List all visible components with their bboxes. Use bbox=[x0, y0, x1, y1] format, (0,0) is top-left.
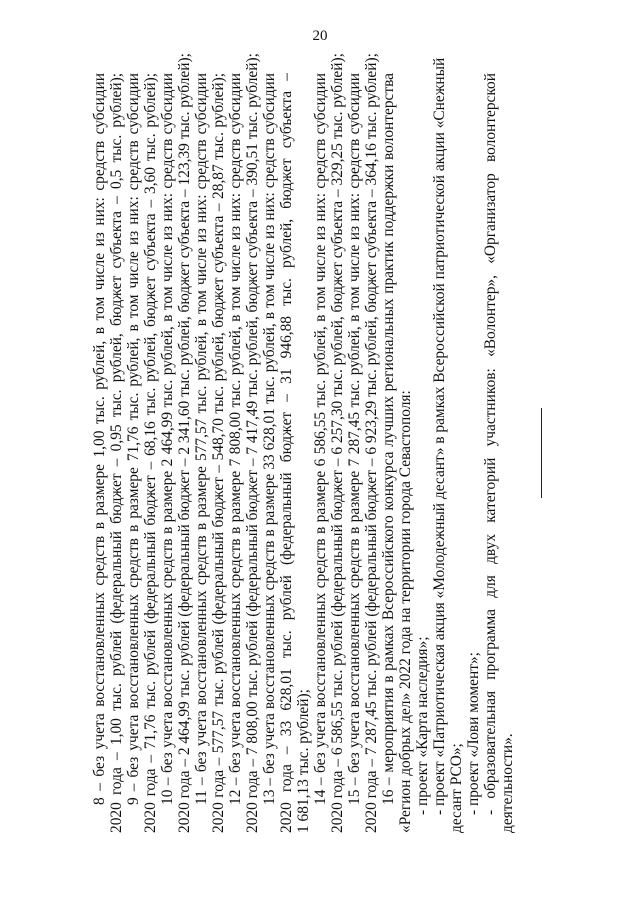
text-line: 1 681,13 тыс. рублей); bbox=[295, 689, 312, 833]
text-line: деятельности». bbox=[499, 733, 516, 833]
separator-line bbox=[541, 408, 542, 498]
text-line: - проект «Карта наследия»; bbox=[414, 636, 431, 815]
text-line: 2020 года – 2 464,99 тыс. рублей (федеральный бюджет – 2 341,60 тыс. рублей, бюджет субъекта – 123,39 тыс. рублей); bbox=[176, 53, 193, 833]
page-number: 20 bbox=[312, 28, 328, 44]
text-line: 2020 года – 71,76 тыс. рублей (федеральный бюджет – 68,16 тыс. рублей, бюджет субъекта – 3,60 тыс. рублей); bbox=[142, 73, 159, 833]
text-line: «Регион добрых дел» 2022 года на территории города Севастополя: bbox=[397, 390, 414, 833]
text-line: - образовательная программа для двух категорий участников: «Волонтер», «Организатор волонтерской bbox=[482, 73, 499, 815]
text-line: десант РСО»; bbox=[448, 743, 465, 833]
text-line: 2020 года – 7 287,45 тыс. рублей (федеральный бюджет – 6 923,29 тыс. рублей, бюджет субъекта – 364,16 тыс. рублей); bbox=[363, 53, 380, 833]
text-line: 13 – без учета восстановленных средств в размере 33 628,01 тыс. рублей, в том числе из них: средств субсидии bbox=[261, 73, 278, 805]
text-line: 2020 года – 1,00 тыс. рублей (федеральный бюджет – 0,95 тыс. рублей, бюджет субъекта – 0,5 тыс. рублей); bbox=[108, 73, 125, 833]
text-line: 16 – мероприятия в рамках Всероссийского конкурса лучших региональных практик поддержки волонтерства bbox=[380, 73, 397, 805]
text-line: 2020 года – 7 808,00 тыс. рублей (федеральный бюджет – 7 417,49 тыс. рублей, бюджет субъекта – 390,51 тыс. рублей); bbox=[244, 53, 261, 833]
text-line: 14 – без учета восстановленных средств в размере 6 586,55 тыс. рублей, в том числе из них: средств субсидии bbox=[312, 73, 329, 805]
text-line: 9 – без учета восстановленных средств в размере 71,76 тыс. рублей, в том числе из них: средств субсидии bbox=[125, 73, 142, 805]
text-line: 2020 года – 33 628,01 тыс. рублей (федеральный бюджет – 31 946,88 тыс. рублей, бюджет субъекта – bbox=[278, 73, 295, 833]
text-line: - проект «Патриотическая акция «Молодежный десант» в рамках Всероссийской патриотической акции «Снежный bbox=[431, 57, 448, 815]
text-line: 10 – без учета восстановленных средств в размере 2 464,99 тыс. рублей, в том числе из них: средств субсидии bbox=[159, 73, 176, 805]
text-line: 2020 года – 577,57 тыс. рублей (федеральный бюджет – 548,70 тыс. рублей, бюджет субъекта – 28,87 тыс. рублей); bbox=[210, 73, 227, 833]
rotated-document-body bbox=[91, 53, 551, 833]
text-line: 11 – без учета восстановленных средств в размере 577,57 тыс. рублей, в том числе из них: средств субсидии bbox=[193, 73, 210, 805]
text-line: - проект «Лови момент»; bbox=[465, 652, 482, 815]
text-line: 12 – без учета восстановленных средств в размере 7 808,00 тыс. рублей, в том числе из них: средств субсидии bbox=[227, 73, 244, 805]
text-line: 2020 года – 6 586,55 тыс. рублей (федеральный бюджет – 6 257,30 тыс. рублей, бюджет субъекта – 329,25 тыс. рублей); bbox=[329, 53, 346, 833]
text-line: 8 – без учета восстановленных средств в размере 1,00 тыс. рублей, в том числе из них: средств субсидии bbox=[91, 73, 108, 805]
text-line: 15 – без учета восстановленных средств в размере 7 287,45 тыс. рублей, в том числе из них: средств субсидии bbox=[346, 73, 363, 805]
